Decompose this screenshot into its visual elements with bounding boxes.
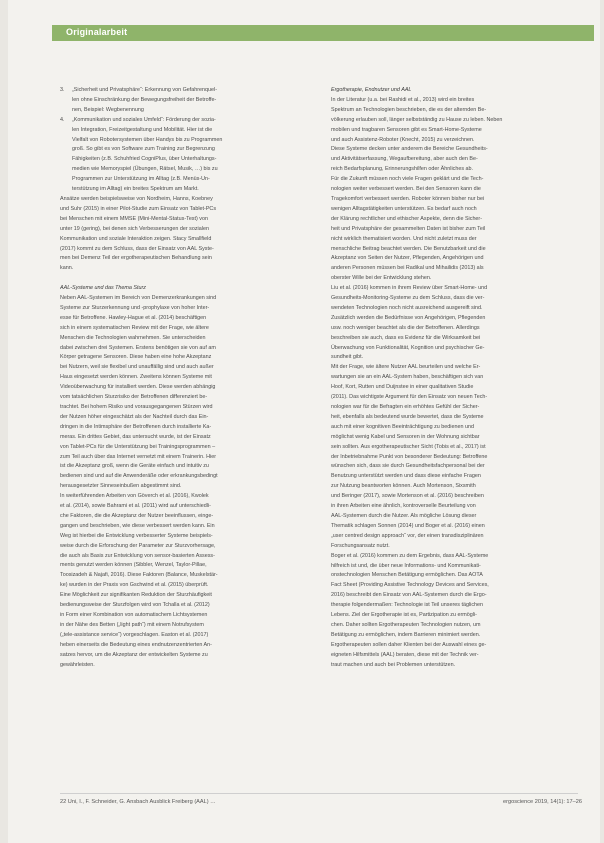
body-text-line: heit und Privatsphäre der gesammelten Daten ist bisher zum Teil bbox=[331, 225, 486, 232]
body-text-line: usw. noch weniger beachtet als die der Betroffenen. Allerdings bbox=[331, 324, 480, 331]
body-text-line: Videoüberwachung für installiert werden. Diese werden abhängig bbox=[60, 384, 216, 391]
body-text-line: völkerung erlauben soll, länger selbstständig zu Hause zu leben. Neben bbox=[331, 116, 503, 123]
body-text-line: oberster Wille bei der Entwicklung stehen. bbox=[331, 275, 432, 282]
body-text-line: ist die Akzeptanz groß, wenn die Geräte einfach und intuitiv zu bbox=[60, 463, 209, 470]
body-text-line: In der Literatur (u.a. bei Rashidi et al., 2013) wird ein breites bbox=[331, 96, 475, 103]
body-text-line: ments genutzt werden können (Sibbler, Wenzel, Taylor-Pillae, bbox=[60, 562, 207, 569]
body-text-line: hilfreich ist und, die über neue Informations- und Kommunikati- bbox=[331, 562, 481, 569]
list-item-text: len Integration, Freizeitgestaltung und Mobilität. Hier ist die bbox=[72, 126, 213, 133]
footer-citation: 22 Uni, I., F. Schneider, G. Ansbach Ausblick Freiberg (AAL) … bbox=[60, 799, 216, 805]
section-header-band bbox=[52, 25, 594, 41]
body-text-line: gewährleisten. bbox=[60, 661, 95, 668]
body-text-line: 2016) beschreibt den Einsatz von AAL-Systemen durch die Ergo- bbox=[331, 592, 487, 599]
section-label: Originalarbeit bbox=[66, 27, 128, 37]
body-text-line: In weiterführenden Arbeiten von Göverch et al. (2016), Kwolek bbox=[60, 493, 209, 500]
body-text-line: Gesundheits-Monitoring-Systeme zu dem Schluss, dass die ver- bbox=[331, 295, 485, 302]
right-column bbox=[331, 86, 573, 670]
body-text-line: vom tatsächlichen Sturzrisiko der Betroffenen differenziert be- bbox=[60, 394, 208, 401]
body-text-line: wartungen sie an ein AAL-System haben, beschäftigen sich van bbox=[331, 374, 484, 381]
body-text-line: zur Nutzung beantworten können. Auch Mortenson, Sixsmith bbox=[331, 483, 476, 490]
body-text-line: in der Nähe des Betten („light path“) mit einem Notrufsystem bbox=[60, 621, 204, 628]
list-item-text: groß. So gibt es von Software zum Training zur Begrenzung bbox=[72, 146, 215, 153]
body-text-line: Liu et al. (2016) kommen in ihrem Review über Smart-Home- und bbox=[331, 285, 488, 292]
list-item-text: terstützung im Alltag) ein breites Spektrum am Markt. bbox=[72, 186, 199, 193]
body-text-line: et al. (2014), sowie Bahrami et al. (2011) wird auf unterschiedli- bbox=[60, 503, 211, 510]
body-text-line: Überwachung von Funktionalität, Kognition und psychischer Ge- bbox=[331, 344, 485, 351]
body-text-line: sich in einem systematischen Review mit der Frage, wie ältere bbox=[60, 324, 209, 331]
body-text-line: (2011). Das wichtigste Argument für den Einsatz von neuen Tech- bbox=[331, 394, 488, 401]
body-text-line: Tragekomfort verbessert werden. Roboter können bisher nur bei bbox=[331, 195, 485, 202]
body-text-line: und auch Assistenz-Roboter (Knecht, 2015) zu verzeichnen. bbox=[331, 136, 475, 143]
body-text-line: Menschen die Technologien wahrnehmen. Sie unterscheiden bbox=[60, 334, 206, 341]
body-text-line: eigneten Hilfsmittels (AAL) beraten, diese mit der Technik ver- bbox=[331, 651, 479, 658]
body-text-line: herausgesetzter Sinneseinbußen abgestimmt sind. bbox=[60, 483, 182, 490]
body-text-line: onstechnologien Menschen Betätigung ermöglichen. Das AOTA bbox=[331, 572, 483, 579]
list-item-text: Fähigkeiten (z.B. Schuhfried CogniPlus, über Unterhaltungs- bbox=[72, 156, 217, 163]
body-text-line: Eine Möglichkeit zur signifikanten Reduktion der Sturzhäufigkeit bbox=[60, 592, 212, 599]
subsection-heading: Ergotherapie, Endnutzer und AAL bbox=[331, 87, 412, 93]
body-text-line: anderen Personen müssen bei Radikal und Mihailidis (2013) als bbox=[331, 265, 484, 272]
list-item-text: medien wie Memoryspiel (Übungen, Rätsel, Musik, …) bis zu bbox=[72, 166, 218, 173]
body-text-line: möglichst wenig Kabel und Sensoren in der Wohnung sichtbar bbox=[331, 433, 480, 440]
body-text-line: kann. bbox=[60, 265, 74, 272]
body-text-line: Systeme zur Sturzerkennung und -prophylaxe von hoher Inter- bbox=[60, 304, 210, 311]
list-item bbox=[60, 86, 302, 96]
body-text-line: Toosizadeh & Najafi, 2016). Diese Faktoren (Balance, Muskelstär- bbox=[60, 572, 218, 579]
body-text-line: und Aktivitätserfassung, Wegaufbereitung, aber auch den Be- bbox=[331, 156, 478, 163]
footer-journal: ergoscience 2019, 14(1): 17–26 bbox=[503, 799, 582, 805]
body-text-line: und Beringer (2017), sowie Mortenson et al. (2016) beschreiben bbox=[331, 493, 484, 500]
body-text-line: Thematik schlagen Sonnen (2014) und Boger et al. (2016) einen bbox=[331, 522, 485, 529]
body-text-line: Akzeptanz von Seiten der Nutzer, Pflegenden, Angehörigen und bbox=[331, 255, 484, 262]
body-text-line: auch mit einer kognitiven Beeinträchtigung zu bedienen und bbox=[331, 423, 474, 430]
list-item-text: len ohne Einschränkung der Bewegungsfreiheit der Betroffe- bbox=[72, 96, 217, 103]
body-text-line: menschliche Beitrag beachtet werden. Die Benutzbarkeit und die bbox=[331, 245, 486, 252]
list-number: 3. bbox=[60, 87, 65, 93]
body-text-line: und Suhr (2015) in einer Pilot-Studie zum Einsatz von Tablet-PCs bbox=[60, 205, 217, 212]
body-text-line: esse für Betroffene. Hawley-Hague et al. (2014) beschäftigen bbox=[60, 314, 207, 321]
body-text-line: Spektrum an Technologien beschrieben, die es der alternden Be- bbox=[331, 106, 487, 113]
list-item bbox=[60, 116, 302, 126]
body-text-line: Hoof, Kort, Rutten und Duijnstee in einer qualitativen Studie bbox=[331, 384, 474, 391]
subsection-heading: AAL-Systeme und das Thema Sturz bbox=[60, 285, 146, 292]
body-text-line: beschreiben sie auch, dass es Evidenz für die Wirksamkeit bei bbox=[331, 334, 481, 341]
body-text-line: Mit der Frage, wie ältere Nutzer AAL beurteilen und welche Er- bbox=[331, 364, 481, 371]
body-text-line: bedienen sind und auf die Anwenderäße oder erkrankungsbedingt bbox=[60, 473, 218, 480]
body-text-line: Ansätze werden beispielsweise von Nordheim, Hanns, Koebney bbox=[60, 195, 213, 202]
body-text-line: satzes hervor, um die Akzeptanz der entwickelten Systeme zu bbox=[60, 651, 208, 658]
body-text-line: „user centred design approach“ vor, der einen transdisziplinären bbox=[331, 532, 484, 539]
body-text-line: zum Teil auch über das Internet vernetzt mit einem Trainerin. Hier bbox=[60, 453, 216, 460]
body-text-line: der Klärung rechtlicher und ethischer Aspekte, denn die Sicher- bbox=[331, 215, 483, 222]
body-text-line: der Inbetriebnahme Punkt von besonderer Bedeutung: Betroffene bbox=[331, 453, 488, 460]
body-text-line: heit, ebenfalls als bedeutend wurde bewertet, dass die Systeme bbox=[331, 413, 484, 420]
list-item-text: nen, Beispiel: Wegbenennung bbox=[72, 106, 144, 113]
body-text-line: trachtet. Bei hohem Risiko und vorausgegangenen Stürzen wird bbox=[60, 403, 213, 410]
body-text-line: in ihren Arbeiten eine ähnlich, kontroverselle Beurteilung von bbox=[331, 503, 476, 510]
body-text-line: nicht wirklich thematisiert worden. Und nicht zuletzt muss der bbox=[331, 235, 477, 242]
list-item-text: Vielfalt von Robotersystemen über Handys bis zu Programmen bbox=[72, 136, 223, 143]
body-text-line: dringen in die Intimsphäre der Betroffenen durch installierte Ka- bbox=[60, 423, 212, 430]
body-text-line: Körper getragene Sensoren. Diese haben eine hohe Akzeptanz bbox=[60, 354, 212, 361]
body-text-line: gangen und beschrieben, wie diese verbessert werden kann. Ein bbox=[60, 522, 215, 529]
body-text-line: che Faktoren, die die Akzeptanz der Nutzer beeinflussen, einge- bbox=[60, 512, 214, 519]
body-text-line: AAL-Systemen durch die Nutzer. Als mögliche Lösung dieser bbox=[331, 512, 477, 519]
body-text-line: bedienungsweise der Sturzfolgen wird von Tchalla et al. (2012) bbox=[60, 602, 210, 609]
body-text-line: Benutzung unterstützt werden und dass diese einfache Fragen bbox=[331, 473, 481, 480]
body-text-line: meras. Ein drittes Gebiet, das untersucht wurde, ist der Einsatz bbox=[60, 433, 211, 440]
body-text-line: wünschen sich, dass sie durch Gesundheitsfachpersonal bei der bbox=[331, 463, 485, 470]
body-text-line: Boger et al. (2016) kommen zu dem Ergebnis, dass AAL-Systeme bbox=[331, 552, 489, 559]
body-text-line: sundheit gibt. bbox=[331, 354, 364, 361]
body-text-line: weise durch die Erforschung der Parameter zur Sturzvorhersage, bbox=[60, 542, 216, 549]
body-text-line: die auch als Basis zur Entwicklung von sensor-basierten Assess- bbox=[60, 552, 215, 559]
body-text-line: („tele-assistance service“) vorgeschlagen. Easton et al. (2017) bbox=[60, 631, 209, 638]
body-text-line: in Form einer Kombination von automatischem Lichtsystemen bbox=[60, 612, 208, 619]
paragraph-gap bbox=[60, 274, 302, 284]
list-number: 4. bbox=[60, 116, 65, 123]
body-text-line: Für die Zukunft müssen noch viele Fragen geklärt und die Tech- bbox=[331, 176, 484, 183]
body-text-line: nologien war für die Befragten ein erhöhtes Gefühl der Sicher- bbox=[331, 404, 480, 410]
body-text-line: bei Nutzern, weil sie flexibel und unauffällig sind und auch außer bbox=[60, 364, 214, 371]
body-text-line: (2017) kommt zu dem Schluss, dass der Einsatz von AAL Syste- bbox=[60, 245, 214, 252]
body-text-line: sein sollten. Aus ergotherapeutischer Sicht (Tobis et al., 2017) ist bbox=[331, 443, 486, 450]
body-text-line: der Nutzen höher eingeschätzt als der Nachteil durch das Ein- bbox=[60, 413, 209, 420]
body-text-line: Haus eingesetzt werden können. Zweitens können Systeme mit bbox=[60, 374, 212, 381]
body-text-line: men bei Demenz Teil der ergotherapeutischen Behandlung sein bbox=[60, 255, 212, 262]
body-text-line: chen. Daher sollten Ergotherapeuten Technologien nutzen, um bbox=[331, 621, 481, 628]
body-text-line: von Tablet-PCs für die Unterstützung bei Trainingsprogrammen – bbox=[60, 443, 216, 450]
body-text-line: reich Bedarfsplanung, Erinnerungshilfen oder Ähnliches ab. bbox=[331, 166, 474, 173]
body-text-line: Kommunikation und soziale Interaktion zeigen. Stacy Smallfield bbox=[60, 235, 212, 242]
list-item-text: Programmen zur Unterstützung im Alltag (z.B. Menüs-Un- bbox=[72, 176, 210, 183]
body-text-line: nologien weiter verbessert werden. Bei den Sensoren kann die bbox=[331, 186, 481, 193]
body-text-line: ke) wurden in der Praxis von Gschwind et al. (2015) überprüft. bbox=[60, 582, 209, 589]
body-text-line: wendeten Technologien noch nicht ausreichend ausgereift sind. bbox=[331, 304, 483, 311]
list-item-text: „Kommunikation und soziales Umfeld“: Förderung der sozia- bbox=[72, 116, 216, 123]
body-text-line: Forschungsansatz nutzt. bbox=[331, 542, 390, 549]
body-text-line: Zusätzlich werden die Bedürfnisse von Angehörigen, Pflegenden bbox=[331, 314, 486, 321]
body-text-line: therapie folgendermaßen: Technologie ist Teil unseres täglichen bbox=[331, 602, 484, 609]
footer-rule bbox=[60, 793, 578, 794]
body-text-line: Fact Sheet (Providing Assistive Technology Devices and Services, bbox=[331, 582, 489, 589]
body-text-line: Betätigung zu ermöglichen, indem Barrieren minimiert werden. bbox=[331, 631, 481, 638]
body-text-line: Weg ist hierbei die Entwicklung verbesserter Systeme beispiels- bbox=[60, 532, 213, 539]
body-text-line: Diese Systeme decken unter anderem die Bereiche Gesundheits- bbox=[331, 146, 488, 153]
body-text-line: wenigen Alltagstätigkeiten unterstützen. Es bedarf auch noch bbox=[331, 205, 477, 212]
body-text-line: Ergotherapeuten sollen daher Klienten bei der Auswahl eines ge- bbox=[331, 641, 487, 648]
body-text-line: traut machen und auch bei Problemen unterstützen. bbox=[331, 661, 456, 668]
body-text-line: Lebens. Ziel der Ergotherapie ist es, Partizipation zu ermögli- bbox=[331, 612, 477, 619]
body-text-line: bei Menschen mit einem MMSE (Mini-Mental-Status-Test) von bbox=[60, 215, 208, 222]
body-text-line: dabei zwischen drei Systemen. Erstens benötigen sie von auf am bbox=[60, 344, 216, 351]
body-text-line: Neben AAL-Systemen im Bereich von Demenzerkrankungen sind bbox=[60, 295, 217, 302]
left-column bbox=[60, 86, 302, 670]
body-text-line: mobilen und tragbaren Sensoren gibt es Smart-Home-Systeme bbox=[331, 126, 482, 133]
list-item-text: „Sicherheit und Privatsphäre“: Erkennung von Gefahrenquel- bbox=[72, 87, 218, 93]
body-text-line: unter 19 (gering), bei denen sich Verbesserungen der sozialen bbox=[60, 225, 209, 232]
body-text-line: heben einerseits die Bedeutung eines endnutzenzentrierten An- bbox=[60, 641, 212, 648]
